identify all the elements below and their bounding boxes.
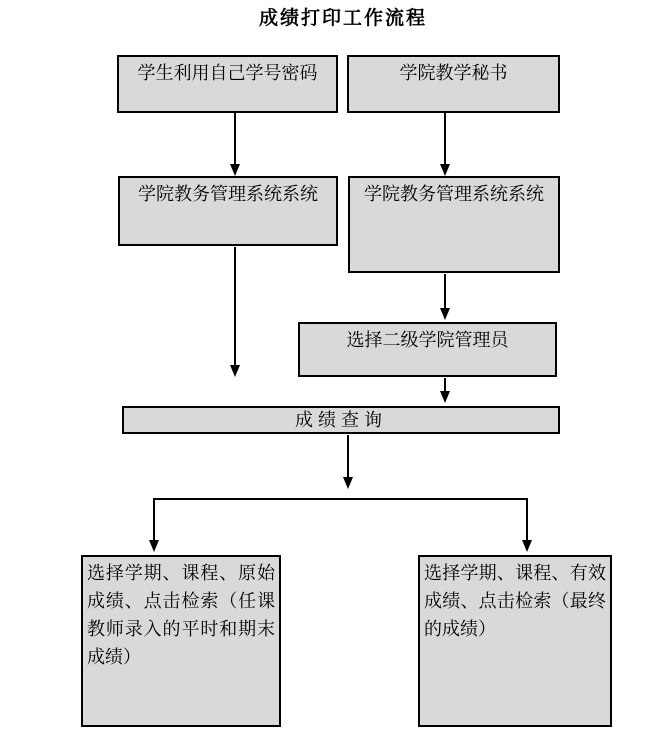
node-edu-admin-system-right-label: 学院教务管理系统系统 <box>364 184 544 204</box>
arrow-query-to-branch <box>343 435 353 489</box>
arrow-system-to-admin <box>440 274 450 320</box>
node-original-grades-label: 选择学期、课程、原始成绩、点击检索（任课教师录入的平时和期末成绩） <box>87 563 275 667</box>
node-student-login-label: 学生利用自己学号密码 <box>137 63 318 83</box>
node-select-college-admin-label: 选择二级学院管理员 <box>346 330 509 350</box>
node-valid-grades <box>418 555 612 727</box>
node-student-login <box>117 55 338 113</box>
page-title: 成绩打印工作流程 <box>258 8 427 29</box>
arrow-student-to-system <box>230 113 240 176</box>
node-teaching-secretary <box>347 55 560 113</box>
node-teaching-secretary-label: 学院教学秘书 <box>399 63 508 83</box>
node-edu-admin-system-left-label: 学院教务管理系统系统 <box>138 184 318 204</box>
node-valid-grades-label: 选择学期、课程、有效成绩、点击检索（最终的成绩） <box>424 563 606 639</box>
node-select-college-admin <box>298 322 557 377</box>
node-grade-query <box>122 406 560 434</box>
node-original-grades <box>81 555 281 727</box>
node-grade-query-label: 成绩查询 <box>295 410 387 430</box>
node-edu-admin-system-left <box>118 176 338 246</box>
arrow-leftsystem-to-query <box>230 247 240 377</box>
branch-connector <box>149 499 532 552</box>
arrow-admin-to-query <box>440 378 450 403</box>
node-edu-admin-system-right <box>348 176 560 273</box>
arrow-secretary-to-system <box>440 113 450 176</box>
